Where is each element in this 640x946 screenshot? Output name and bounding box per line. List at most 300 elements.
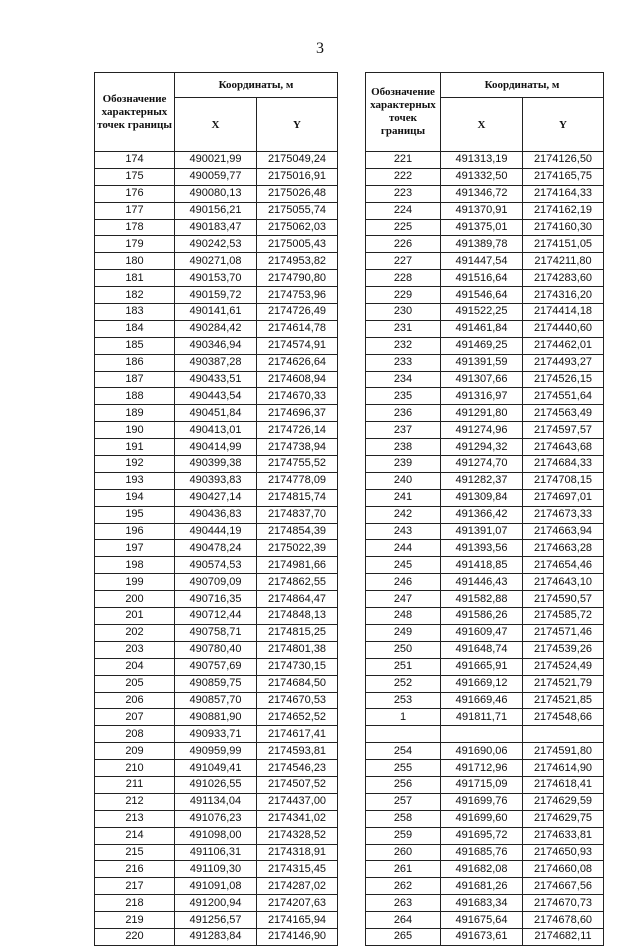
point-number-cell: 261 — [366, 861, 441, 878]
point-number-cell: 218 — [95, 895, 175, 912]
table-row — [95, 439, 338, 456]
point-number-cell: 226 — [366, 236, 441, 253]
x-coordinate-cell: 491446,43 — [441, 574, 523, 591]
y-coordinate-cell: 2174696,37 — [257, 405, 338, 422]
table-row — [366, 185, 604, 202]
x-coordinate-cell: 490443,54 — [175, 388, 257, 405]
y-coordinate-cell: 2174585,72 — [523, 608, 604, 625]
y-coordinate-cell: 2174708,15 — [523, 472, 604, 489]
y-coordinate-cell: 2174151,05 — [523, 236, 604, 253]
table-row — [366, 658, 604, 675]
table-row — [366, 810, 604, 827]
y-coordinate-cell: 2174316,20 — [523, 287, 604, 304]
y-coordinate-cell: 2174287,02 — [257, 878, 338, 895]
table-row — [95, 523, 338, 540]
point-number-cell: 189 — [95, 405, 175, 422]
y-coordinate-cell: 2174670,73 — [523, 895, 604, 912]
y-coordinate-cell: 2174614,78 — [257, 320, 338, 337]
page-number: 3 — [316, 40, 324, 57]
point-number-cell: 182 — [95, 287, 175, 304]
point-number-cell: 174 — [95, 152, 175, 169]
table-row — [366, 405, 604, 422]
table-row — [95, 928, 338, 945]
x-coordinate-cell: 491522,25 — [441, 304, 523, 321]
y-coordinate-cell: 2174815,74 — [257, 489, 338, 506]
x-coordinate-cell: 490757,69 — [175, 658, 257, 675]
y-coordinate-cell: 2174563,49 — [523, 405, 604, 422]
point-number-cell: 247 — [366, 591, 441, 608]
table-row — [366, 354, 604, 371]
point-number-cell: 176 — [95, 185, 175, 202]
y-coordinate-cell: 2174551,64 — [523, 388, 604, 405]
x-coordinate-cell: 490413,01 — [175, 422, 257, 439]
table-row — [366, 219, 604, 236]
y-coordinate-cell: 2174507,52 — [257, 776, 338, 793]
table-row — [366, 692, 604, 709]
x-coordinate-cell: 490758,71 — [175, 624, 257, 641]
table-row — [95, 574, 338, 591]
table-row — [366, 168, 604, 185]
table-row — [95, 608, 338, 625]
point-number-cell: 262 — [366, 878, 441, 895]
y-coordinate-cell: 2174493,27 — [523, 354, 604, 371]
table-row — [366, 760, 604, 777]
point-number-cell: 239 — [366, 456, 441, 473]
x-coordinate-cell: 491699,60 — [441, 810, 523, 827]
y-coordinate-cell: 2174652,52 — [257, 709, 338, 726]
table-row — [95, 371, 338, 388]
y-coordinate-cell: 2174608,94 — [257, 371, 338, 388]
y-coordinate-cell: 2174591,80 — [523, 743, 604, 760]
y-coordinate-cell: 2174571,46 — [523, 624, 604, 641]
table-row — [95, 624, 338, 641]
x-coordinate-cell: 490271,08 — [175, 253, 257, 270]
y-coordinate-cell: 2174790,80 — [257, 270, 338, 287]
y-coordinate-cell: 2174837,70 — [257, 506, 338, 523]
point-number-cell: 224 — [366, 202, 441, 219]
x-coordinate-cell: 491366,42 — [441, 506, 523, 523]
x-coordinate-cell: 490399,38 — [175, 456, 257, 473]
y-coordinate-cell: 2174207,63 — [257, 895, 338, 912]
table-row — [95, 168, 338, 185]
x-coordinate-cell: 491346,72 — [441, 185, 523, 202]
coordinates-table-left — [94, 72, 338, 946]
y-coordinate-cell: 2175026,48 — [257, 185, 338, 202]
point-number-cell: 232 — [366, 337, 441, 354]
point-number-cell: 236 — [366, 405, 441, 422]
y-coordinate-cell: 2175049,24 — [257, 152, 338, 169]
y-coordinate-cell: 2174654,46 — [523, 557, 604, 574]
table-row — [366, 844, 604, 861]
table-row — [366, 928, 604, 945]
y-coordinate-cell: 2175062,03 — [257, 219, 338, 236]
x-coordinate-cell: 490159,72 — [175, 287, 257, 304]
x-coordinate-cell: 490433,51 — [175, 371, 257, 388]
table-row — [95, 304, 338, 321]
y-coordinate-cell: 2175016,91 — [257, 168, 338, 185]
x-coordinate-cell: 491683,34 — [441, 895, 523, 912]
point-number-cell: 257 — [366, 793, 441, 810]
x-coordinate-cell: 491282,37 — [441, 472, 523, 489]
table-row — [95, 202, 338, 219]
x-coordinate-cell: 491669,46 — [441, 692, 523, 709]
table-row — [95, 270, 338, 287]
x-coordinate-cell: 490393,83 — [175, 472, 257, 489]
table-row — [95, 776, 338, 793]
x-coordinate-cell: 491447,54 — [441, 253, 523, 270]
point-number-cell: 240 — [366, 472, 441, 489]
table-row — [95, 354, 338, 371]
table-row — [366, 675, 604, 692]
x-coordinate-cell: 491307,66 — [441, 371, 523, 388]
table-row — [366, 540, 604, 557]
y-coordinate-cell: 2174778,09 — [257, 472, 338, 489]
y-coordinate-cell: 2174854,39 — [257, 523, 338, 540]
x-coordinate-cell: 491682,08 — [441, 861, 523, 878]
table-row — [366, 624, 604, 641]
y-coordinate-cell: 2174146,90 — [257, 928, 338, 945]
y-coordinate-cell: 2174670,53 — [257, 692, 338, 709]
table-row — [95, 388, 338, 405]
y-coordinate-cell: 2174864,47 — [257, 591, 338, 608]
x-coordinate-cell: 491586,26 — [441, 608, 523, 625]
table-row — [95, 760, 338, 777]
x-coordinate-cell: 490153,70 — [175, 270, 257, 287]
point-number-cell: 254 — [366, 743, 441, 760]
y-coordinate-cell: 2174953,82 — [257, 253, 338, 270]
y-coordinate-cell: 2175055,74 — [257, 202, 338, 219]
table-row — [366, 557, 604, 574]
y-coordinate-cell: 2174440,60 — [523, 320, 604, 337]
table-row — [366, 709, 604, 726]
table-row — [366, 320, 604, 337]
table-row — [366, 743, 604, 760]
point-number-cell: 1 — [366, 709, 441, 726]
x-coordinate-cell: 490387,28 — [175, 354, 257, 371]
table-row — [95, 456, 338, 473]
x-coordinate-cell: 490574,53 — [175, 557, 257, 574]
table-row — [366, 304, 604, 321]
table-row — [366, 895, 604, 912]
point-number-cell: 175 — [95, 168, 175, 185]
table-row — [95, 878, 338, 895]
x-coordinate-cell: 491690,06 — [441, 743, 523, 760]
table-row — [95, 489, 338, 506]
point-number-cell: 192 — [95, 456, 175, 473]
point-number-cell: 183 — [95, 304, 175, 321]
x-coordinate-cell: 491389,78 — [441, 236, 523, 253]
point-number-cell: 245 — [366, 557, 441, 574]
table-row — [366, 608, 604, 625]
x-coordinate-cell: 491283,84 — [175, 928, 257, 945]
table-row — [366, 337, 604, 354]
y-coordinate-cell: 2174730,15 — [257, 658, 338, 675]
x-coordinate-cell: 490709,09 — [175, 574, 257, 591]
table-row — [366, 591, 604, 608]
point-number-cell: 260 — [366, 844, 441, 861]
y-coordinate-cell: 2174643,10 — [523, 574, 604, 591]
x-coordinate-cell: 490859,75 — [175, 675, 257, 692]
table-row — [95, 405, 338, 422]
x-coordinate-cell: 491393,56 — [441, 540, 523, 557]
x-coordinate-cell: 491375,01 — [441, 219, 523, 236]
point-number-cell: 210 — [95, 760, 175, 777]
point-number-cell: 208 — [95, 726, 175, 743]
table-row — [366, 912, 604, 929]
point-number-cell: 255 — [366, 760, 441, 777]
x-coordinate-cell: 490242,53 — [175, 236, 257, 253]
x-coordinate-cell: 491391,07 — [441, 523, 523, 540]
y-coordinate-cell: 2174684,33 — [523, 456, 604, 473]
table-row — [366, 472, 604, 489]
x-coordinate-cell: 490414,99 — [175, 439, 257, 456]
point-number-cell: 259 — [366, 827, 441, 844]
point-number-cell: 242 — [366, 506, 441, 523]
table-row — [95, 287, 338, 304]
x-coordinate-cell: 490156,21 — [175, 202, 257, 219]
table-row — [95, 472, 338, 489]
x-coordinate-cell: 491811,71 — [441, 709, 523, 726]
y-coordinate-cell: 2174682,11 — [523, 928, 604, 945]
point-number-cell: 194 — [95, 489, 175, 506]
table-row — [366, 456, 604, 473]
y-coordinate-cell: 2174738,94 — [257, 439, 338, 456]
point-number-cell: 223 — [366, 185, 441, 202]
x-coordinate-cell: 491332,50 — [441, 168, 523, 185]
point-number-cell: 230 — [366, 304, 441, 321]
point-number-cell: 243 — [366, 523, 441, 540]
point-number-cell: 213 — [95, 810, 175, 827]
point-number-cell: 188 — [95, 388, 175, 405]
point-number-cell: 203 — [95, 641, 175, 658]
x-coordinate-cell: 490436,83 — [175, 506, 257, 523]
table-row — [95, 152, 338, 169]
point-number-cell: 185 — [95, 337, 175, 354]
point-number-cell: 252 — [366, 675, 441, 692]
point-number-cell: 229 — [366, 287, 441, 304]
x-coordinate-cell: 490959,99 — [175, 743, 257, 760]
point-number-cell: 251 — [366, 658, 441, 675]
table-row — [95, 861, 338, 878]
point-number-cell: 184 — [95, 320, 175, 337]
y-coordinate-cell: 2174614,90 — [523, 760, 604, 777]
table-row — [366, 861, 604, 878]
point-number-cell: 215 — [95, 844, 175, 861]
y-coordinate-cell: 2174617,41 — [257, 726, 338, 743]
x-coordinate-cell: 490059,77 — [175, 168, 257, 185]
point-number-cell: 263 — [366, 895, 441, 912]
table-row — [95, 675, 338, 692]
table-row — [366, 388, 604, 405]
x-coordinate-cell: 491648,74 — [441, 641, 523, 658]
x-coordinate-cell: 491109,30 — [175, 861, 257, 878]
x-coordinate-cell: 491291,80 — [441, 405, 523, 422]
point-number-cell — [366, 726, 441, 743]
point-number-cell: 264 — [366, 912, 441, 929]
x-coordinate-cell: 490080,13 — [175, 185, 257, 202]
x-coordinate-cell: 491681,26 — [441, 878, 523, 895]
y-coordinate-cell: 2174618,41 — [523, 776, 604, 793]
point-number-cell: 248 — [366, 608, 441, 625]
point-number-cell: 191 — [95, 439, 175, 456]
y-coordinate-cell: 2174643,68 — [523, 439, 604, 456]
y-coordinate-cell: 2174848,13 — [257, 608, 338, 625]
table-row — [366, 523, 604, 540]
coordinates-header: Координаты, м — [441, 73, 604, 98]
y-coordinate-cell: 2175005,43 — [257, 236, 338, 253]
y-coordinate-cell: 2174629,59 — [523, 793, 604, 810]
point-number-cell: 179 — [95, 236, 175, 253]
x-coordinate-cell: 491516,64 — [441, 270, 523, 287]
y-coordinate-cell: 2174673,33 — [523, 506, 604, 523]
point-number-cell: 216 — [95, 861, 175, 878]
table-row — [95, 844, 338, 861]
y-coordinate-cell: 2174162,19 — [523, 202, 604, 219]
point-number-cell: 250 — [366, 641, 441, 658]
x-coordinate-cell: 491134,04 — [175, 793, 257, 810]
y-coordinate-cell: 2174521,85 — [523, 692, 604, 709]
point-number-cell: 258 — [366, 810, 441, 827]
point-number-cell: 211 — [95, 776, 175, 793]
y-coordinate-cell: 2174521,79 — [523, 675, 604, 692]
point-number-cell: 249 — [366, 624, 441, 641]
y-coordinate-cell: 2174684,50 — [257, 675, 338, 692]
point-number-cell: 222 — [366, 168, 441, 185]
table-row — [95, 912, 338, 929]
point-number-cell: 190 — [95, 422, 175, 439]
x-coordinate-cell — [441, 726, 523, 743]
y-coordinate-cell: 2174315,45 — [257, 861, 338, 878]
y-coordinate-cell: 2174678,60 — [523, 912, 604, 929]
point-number-cell: 196 — [95, 523, 175, 540]
point-number-cell: 234 — [366, 371, 441, 388]
table-row — [95, 185, 338, 202]
y-coordinate-cell: 2174160,30 — [523, 219, 604, 236]
table-row — [95, 709, 338, 726]
table-row — [366, 776, 604, 793]
point-number-cell: 221 — [366, 152, 441, 169]
y-coordinate-cell: 2174633,81 — [523, 827, 604, 844]
point-number-cell: 253 — [366, 692, 441, 709]
y-coordinate-cell: 2174981,66 — [257, 557, 338, 574]
y-coordinate-cell — [523, 726, 604, 743]
y-coordinate-cell: 2174801,38 — [257, 641, 338, 658]
table-row — [95, 320, 338, 337]
point-number-cell: 177 — [95, 202, 175, 219]
point-number-cell: 199 — [95, 574, 175, 591]
point-number-cell: 201 — [95, 608, 175, 625]
x-coordinate-cell: 490780,40 — [175, 641, 257, 658]
coordinates-table-right — [365, 72, 604, 946]
x-coordinate-cell: 490183,47 — [175, 219, 257, 236]
x-coordinate-cell: 491699,76 — [441, 793, 523, 810]
x-coordinate-cell: 491274,70 — [441, 456, 523, 473]
point-number-cell: 187 — [95, 371, 175, 388]
point-number-cell: 237 — [366, 422, 441, 439]
y-coordinate-cell: 2174593,81 — [257, 743, 338, 760]
table-row — [95, 557, 338, 574]
point-number-cell: 241 — [366, 489, 441, 506]
point-number-cell: 235 — [366, 388, 441, 405]
y-coordinate-cell: 2174341,02 — [257, 810, 338, 827]
x-coordinate-cell: 491695,72 — [441, 827, 523, 844]
point-number-cell: 256 — [366, 776, 441, 793]
x-coordinate-cell: 490857,70 — [175, 692, 257, 709]
y-coordinate-cell: 2174753,96 — [257, 287, 338, 304]
point-number-cell: 225 — [366, 219, 441, 236]
y-coordinate-cell: 2174328,52 — [257, 827, 338, 844]
y-coordinate-cell: 2174726,49 — [257, 304, 338, 321]
x-coordinate-cell: 491673,61 — [441, 928, 523, 945]
y-coordinate-cell: 2174663,94 — [523, 523, 604, 540]
table-row — [366, 287, 604, 304]
table-row — [366, 641, 604, 658]
point-number-cell: 186 — [95, 354, 175, 371]
x-coordinate-cell: 491712,96 — [441, 760, 523, 777]
table-row — [95, 743, 338, 760]
x-coordinate-cell: 490933,71 — [175, 726, 257, 743]
table-row — [366, 878, 604, 895]
x-coordinate-cell: 490021,99 — [175, 152, 257, 169]
y-coordinate-cell: 2174524,49 — [523, 658, 604, 675]
table-row — [366, 202, 604, 219]
x-coordinate-cell: 490444,19 — [175, 523, 257, 540]
y-column-header: Y — [523, 98, 604, 152]
y-coordinate-cell: 2174726,14 — [257, 422, 338, 439]
y-column-header: Y — [257, 98, 338, 152]
table-row — [95, 219, 338, 236]
x-coordinate-cell: 491582,88 — [441, 591, 523, 608]
x-coordinate-cell: 490141,61 — [175, 304, 257, 321]
x-coordinate-cell: 491665,91 — [441, 658, 523, 675]
x-coordinate-cell: 491076,23 — [175, 810, 257, 827]
point-number-cell: 238 — [366, 439, 441, 456]
x-coordinate-cell: 491294,32 — [441, 439, 523, 456]
y-coordinate-cell: 2174165,94 — [257, 912, 338, 929]
x-coordinate-cell: 491461,84 — [441, 320, 523, 337]
y-coordinate-cell: 2174462,01 — [523, 337, 604, 354]
table-row — [366, 371, 604, 388]
point-number-cell: 197 — [95, 540, 175, 557]
x-coordinate-cell: 491256,57 — [175, 912, 257, 929]
table-row — [366, 422, 604, 439]
y-coordinate-cell: 2174590,57 — [523, 591, 604, 608]
y-coordinate-cell: 2174164,33 — [523, 185, 604, 202]
y-coordinate-cell: 2174526,15 — [523, 371, 604, 388]
y-coordinate-cell: 2174667,56 — [523, 878, 604, 895]
y-coordinate-cell: 2174660,08 — [523, 861, 604, 878]
x-coordinate-cell: 491418,85 — [441, 557, 523, 574]
table-row — [366, 793, 604, 810]
point-number-cell: 246 — [366, 574, 441, 591]
table-row — [366, 152, 604, 169]
x-coordinate-cell: 491200,94 — [175, 895, 257, 912]
y-coordinate-cell: 2174165,75 — [523, 168, 604, 185]
y-coordinate-cell: 2174815,25 — [257, 624, 338, 641]
point-number-cell: 233 — [366, 354, 441, 371]
y-coordinate-cell: 2174283,60 — [523, 270, 604, 287]
point-number-cell: 265 — [366, 928, 441, 945]
x-coordinate-cell: 490712,44 — [175, 608, 257, 625]
point-number-cell: 202 — [95, 624, 175, 641]
x-coordinate-cell: 490881,90 — [175, 709, 257, 726]
table-row — [95, 236, 338, 253]
table-row — [95, 895, 338, 912]
x-coordinate-cell: 491049,41 — [175, 760, 257, 777]
y-coordinate-cell: 2174629,75 — [523, 810, 604, 827]
y-coordinate-cell: 2174574,91 — [257, 337, 338, 354]
point-number-cell: 193 — [95, 472, 175, 489]
